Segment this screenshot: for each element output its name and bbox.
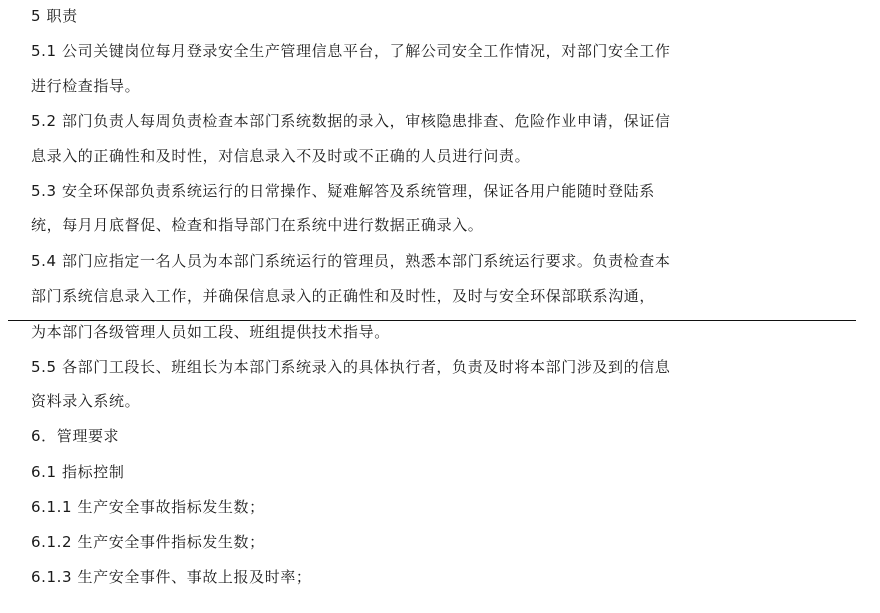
paragraph-5-1-line-1: 5.1 公司关键岗位每月登录安全生产管理信息平台，了解公司安全工作情况，对部门安全工作 <box>31 42 671 60</box>
paragraph-5-3-line-1: 5.3 安全环保部负责系统运行的日常操作、疑难解答及系统管理，保证各用户能随时登陆系 <box>31 182 655 200</box>
list-item-6-1-2: 6.1.2 生产安全事件指标发生数； <box>31 533 265 551</box>
paragraph-5-4-line-1: 5.4 部门应指定一名人员为本部门系统运行的管理员，熟悉本部门系统运行要求。负责检查本 <box>31 252 671 270</box>
paragraph-5-2-line-1: 5.2 部门负责人每周负责检查本部门系统数据的录入，审核隐患排查、危险作业申请，保证信 <box>31 112 671 130</box>
paragraph-5-3-line-2: 统，每月月底督促、检查和指导部门在系统中进行数据正确录入。 <box>31 216 484 234</box>
subsection-heading-6-1: 6.1 指标控制 <box>31 463 125 481</box>
section-heading-5: 5 职责 <box>31 7 78 25</box>
paragraph-5-5-line-1: 5.5 各部门工段长、班组长为本部门系统录入的具体执行者，负责及时将本部门涉及到的信息 <box>31 358 671 376</box>
list-item-6-1-1: 6.1.1 生产安全事故指标发生数； <box>31 498 265 516</box>
paragraph-5-2-line-2: 息录入的正确性和及时性，对信息录入不及时或不正确的人员进行问责。 <box>31 147 531 165</box>
paragraph-5-4-line-2: 部门系统信息录入工作，并确保信息录入的正确性和及时性，及时与安全环保部联系沟通， <box>31 287 656 305</box>
list-item-6-1-3: 6.1.3 生产安全事件、事故上报及时率； <box>31 568 312 586</box>
paragraph-5-1-line-2: 进行检查指导。 <box>31 77 141 95</box>
paragraph-5-4-line-3: 为本部门各级管理人员如工段、班组提供技术指导。 <box>31 323 390 341</box>
section-heading-6: 6．管理要求 <box>31 427 120 445</box>
paragraph-5-5-line-2: 资料录入系统。 <box>31 392 141 410</box>
